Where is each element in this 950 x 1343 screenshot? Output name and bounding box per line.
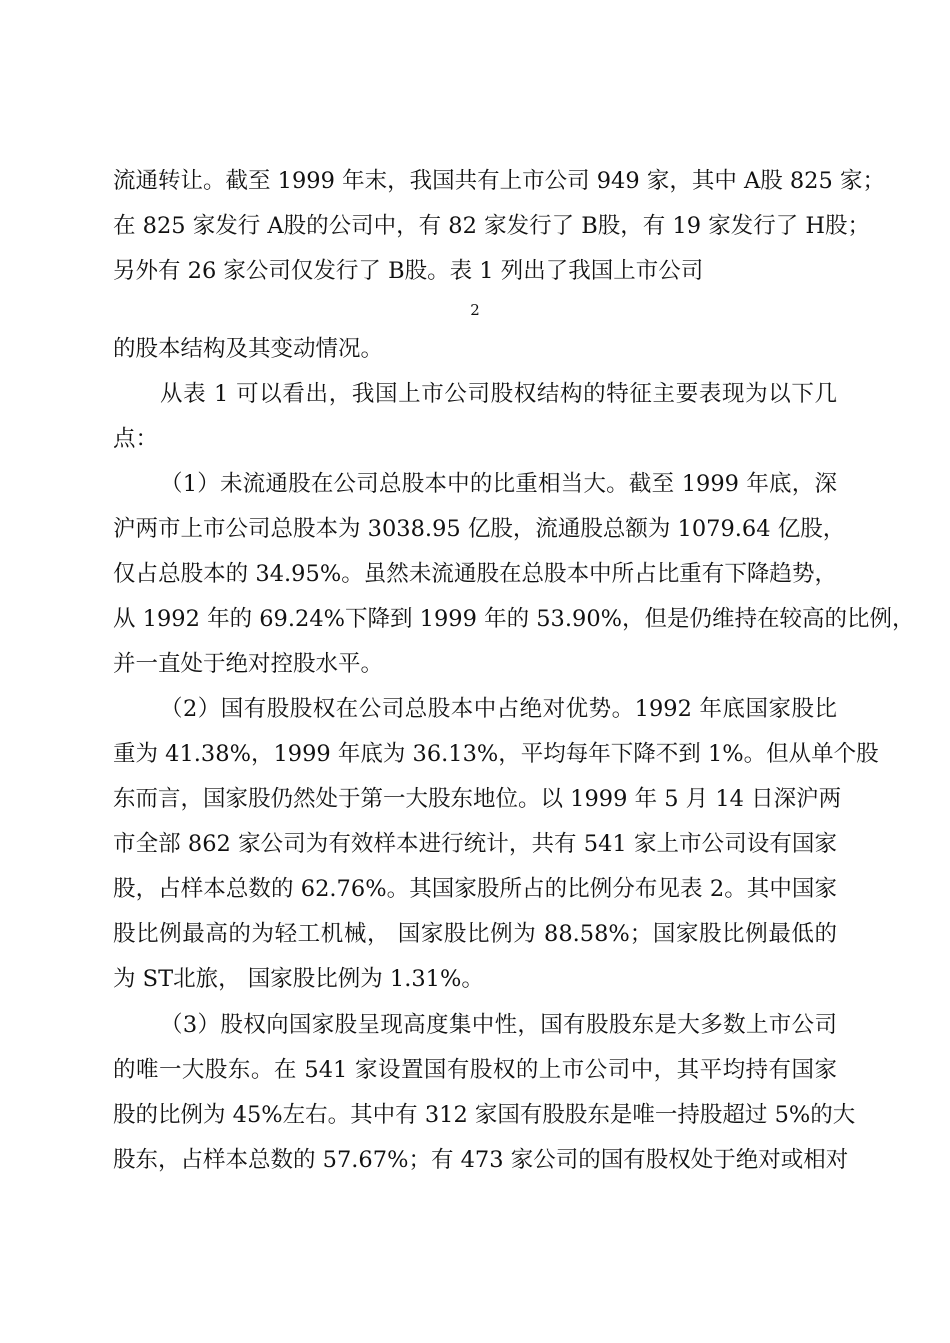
paragraph-2-line: 股，占样本总数的 62.76%。其国家股所占的比例分布见表 2。其中国家 <box>113 876 837 902</box>
text-line: 另外有 26 家公司仅发行了 B股。表 1 列出了我国上市公司 <box>113 258 704 284</box>
paragraph-3-line: 股东，占样本总数的 57.67%；有 473 家公司的国有股权处于绝对或相对 <box>113 1147 849 1173</box>
paragraph-2-line: 东而言，国家股仍然处于第一大股东地位。以 1999 年 5 月 14 日深沪两 <box>113 786 842 812</box>
paragraph-3-line: 的唯一大股东。在 541 家设置国有股权的上市公司中，其平均持有国家 <box>113 1057 837 1083</box>
paragraph-intro-line: 点： <box>113 426 159 452</box>
text-line: 流通转让。截至 1999 年末，我国共有上市公司 949 家，其中 A股 825 家； <box>113 168 885 194</box>
paragraph-3-line: 股的比例为 45%左右。其中有 312 家国有股股东是唯一持股超过 5%的大 <box>113 1102 856 1128</box>
text-line: 的股本结构及其变动情况。 <box>113 336 384 362</box>
paragraph-1-line: 并一直处于绝对控股水平。 <box>113 651 384 677</box>
paragraph-3-line: （3）股权向国家股呈现高度集中性，国有股股东是大多数上市公司 <box>160 1012 837 1038</box>
paragraph-intro-line: 从表 1 可以看出，我国上市公司股权结构的特征主要表现为以下几 <box>160 381 837 407</box>
page-number: 2 <box>470 301 480 319</box>
paragraph-2-line: 股比例最高的为轻工机械， 国家股比例为 88.58%；国家股比例最低的 <box>113 921 837 947</box>
paragraph-1-line: 仅占总股本的 34.95%。虽然未流通股在总股本中所占比重有下降趋势， <box>113 561 837 587</box>
text-line: 在 825 家发行 A股的公司中，有 82 家发行了 B股，有 19 家发行了 H股； <box>113 213 870 239</box>
paragraph-2-line: 市全部 862 家公司为有效样本进行统计，共有 541 家上市公司设有国家 <box>113 831 837 857</box>
paragraph-2-line: 重为 41.38%，1999 年底为 36.13%，平均每年下降不到 1%。但从单个股 <box>113 741 879 767</box>
paragraph-2-line: （2）国有股股权在公司总股本中占绝对优势。1992 年底国家股比 <box>160 696 837 722</box>
paragraph-1-line: 沪两市上市公司总股本为 3038.95 亿股，流通股总额为 1079.64 亿股， <box>113 516 846 542</box>
paragraph-1-line: （1）未流通股在公司总股本中的比重相当大。截至 1999 年底，深 <box>160 471 837 497</box>
paragraph-1-line: 从 1992 年的 69.24%下降到 1999 年的 53.90%，但是仍维持在较高的比例， <box>113 606 915 632</box>
paragraph-2-line: 为 ST北旅， 国家股比例为 1.31%。 <box>113 966 484 992</box>
